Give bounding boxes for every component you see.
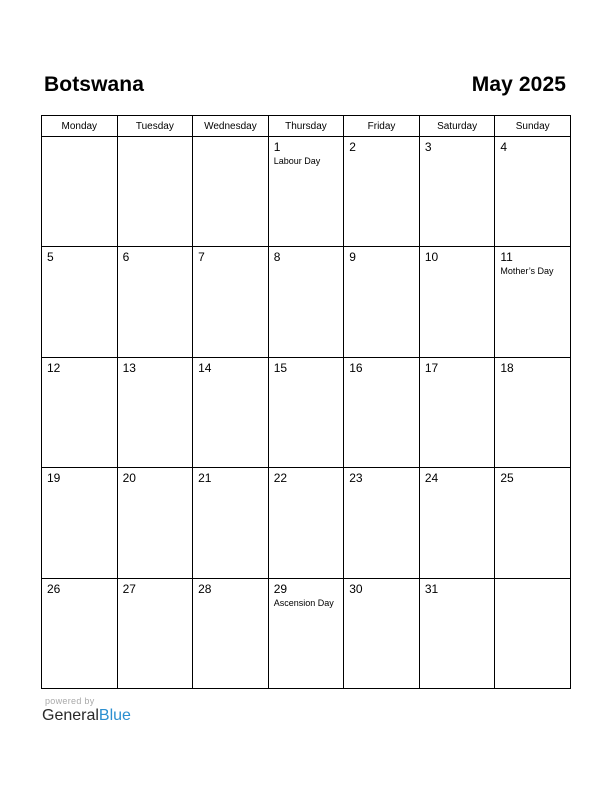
day-cell: [193, 578, 269, 688]
day-number: 23: [349, 471, 363, 486]
day-cell: [419, 357, 495, 467]
holiday-label: [118, 264, 193, 265]
holiday-label: [420, 375, 495, 376]
holiday-label: [495, 154, 570, 155]
holiday-label: Labour Day: [273, 156, 321, 166]
weekday-sunday: Sunday: [495, 116, 571, 137]
day-number: 16: [349, 360, 363, 375]
holiday-label: [269, 485, 344, 486]
day-cell: [42, 468, 118, 578]
weekday-thursday: Thursday: [268, 116, 344, 137]
day-cell: [495, 357, 571, 467]
week-row: [42, 357, 571, 467]
day-number: 25: [500, 471, 514, 486]
day-number: 5: [47, 250, 54, 265]
day-cell: [42, 578, 118, 688]
day-cell: [495, 247, 571, 357]
day-cell: [344, 357, 420, 467]
holiday-label: [495, 485, 570, 486]
day-cell: [344, 137, 420, 247]
day-cell: [117, 357, 193, 467]
day-cell: [495, 137, 571, 247]
day-number: 21: [198, 471, 212, 486]
holiday-label: [193, 485, 268, 486]
holiday-label: [42, 141, 117, 142]
holiday-label: [420, 154, 495, 155]
holiday-label: [118, 596, 193, 597]
day-number: 6: [122, 250, 130, 265]
day-cell: [117, 247, 193, 357]
day-number: 12: [47, 360, 61, 375]
weekday-header-row: [42, 116, 571, 137]
day-number: 17: [424, 360, 439, 375]
day-number: 27: [122, 581, 136, 596]
day-number: 14: [198, 360, 212, 375]
day-cell: [193, 468, 269, 578]
day-number: 9: [349, 250, 356, 265]
day-number: 31: [424, 581, 439, 596]
day-cell: [268, 137, 344, 247]
generalblue-logo[interactable]: [42, 707, 131, 725]
holiday-label: [269, 375, 344, 376]
day-cell: [42, 357, 118, 467]
day-number: 29: [273, 581, 288, 596]
holiday-label: [42, 485, 117, 486]
day-cell: [495, 468, 571, 578]
day-number: 7: [198, 250, 205, 265]
month-year-title: May 2025: [471, 73, 566, 96]
week-row: [42, 247, 571, 357]
day-number: 2: [349, 140, 356, 154]
day-number: 19: [47, 471, 61, 486]
holiday-label: [118, 375, 193, 376]
holiday-label: [269, 264, 344, 265]
weekday-saturday: Saturday: [419, 116, 495, 137]
day-cell: [268, 468, 344, 578]
day-cell: [193, 247, 269, 357]
weekday-friday: Friday: [344, 116, 420, 137]
holiday-label: [344, 485, 419, 486]
footer-branding: [42, 696, 131, 725]
day-cell: [42, 247, 118, 357]
day-cell: [344, 468, 420, 578]
holiday-label: [495, 583, 570, 584]
day-cell: [495, 578, 571, 688]
country-title: Botswana: [44, 73, 144, 96]
holiday-label: [42, 596, 117, 597]
holiday-label: [193, 264, 268, 265]
day-cell: [268, 578, 344, 688]
day-number: 1: [273, 140, 281, 154]
day-number: 18: [500, 360, 514, 375]
day-cell: [117, 137, 193, 247]
holiday-label: [420, 264, 495, 265]
powered-by-text: powered by: [45, 696, 95, 706]
brand-general-text: General: [42, 707, 99, 724]
day-number: 4: [500, 140, 508, 154]
day-number: 10: [424, 250, 439, 265]
day-cell: [268, 247, 344, 357]
holiday-label: [193, 375, 268, 376]
day-number: 8: [273, 250, 281, 265]
day-cell: [268, 357, 344, 467]
day-cell: [419, 468, 495, 578]
day-cell: [419, 247, 495, 357]
day-number: 22: [273, 471, 288, 486]
holiday-label: [495, 375, 570, 376]
holiday-label: [118, 141, 193, 142]
day-number: 30: [349, 581, 363, 596]
day-number: 13: [122, 360, 136, 375]
week-row: [42, 468, 571, 578]
day-number: 15: [273, 360, 288, 375]
week-row: [42, 137, 571, 247]
day-number: 20: [122, 471, 136, 486]
calendar-header: [44, 70, 566, 100]
holiday-label: Mother’s Day: [500, 266, 554, 277]
day-number: 24: [424, 471, 439, 486]
holiday-label: [344, 375, 419, 376]
holiday-label: [344, 264, 419, 265]
holiday-label: [420, 485, 495, 486]
holiday-label: [420, 596, 495, 597]
calendar-grid: [41, 115, 571, 689]
day-number: 28: [198, 581, 212, 596]
day-number: 11: [500, 250, 513, 265]
weekday-tuesday: Tuesday: [117, 116, 193, 137]
holiday-label: [118, 485, 193, 486]
day-cell: [193, 137, 269, 247]
day-cell: [193, 357, 269, 467]
day-cell: [42, 137, 118, 247]
day-cell: [344, 578, 420, 688]
weekday-monday: Monday: [42, 116, 118, 137]
brand-blue-text: Blue: [98, 707, 131, 724]
holiday-label: [344, 154, 419, 155]
day-cell: [419, 137, 495, 247]
weekday-wednesday: Wednesday: [193, 116, 269, 137]
week-row: [42, 578, 571, 688]
holiday-label: [193, 596, 268, 597]
holiday-label: [193, 141, 268, 142]
day-cell: [117, 468, 193, 578]
day-cell: [344, 247, 420, 357]
day-number: 3: [424, 140, 432, 154]
day-cell: [419, 578, 495, 688]
day-number: 26: [47, 581, 61, 596]
day-cell: [117, 578, 193, 688]
holiday-label: Ascension Day: [273, 597, 334, 608]
holiday-label: [42, 264, 117, 265]
holiday-label: [42, 375, 117, 376]
holiday-label: [344, 596, 419, 597]
